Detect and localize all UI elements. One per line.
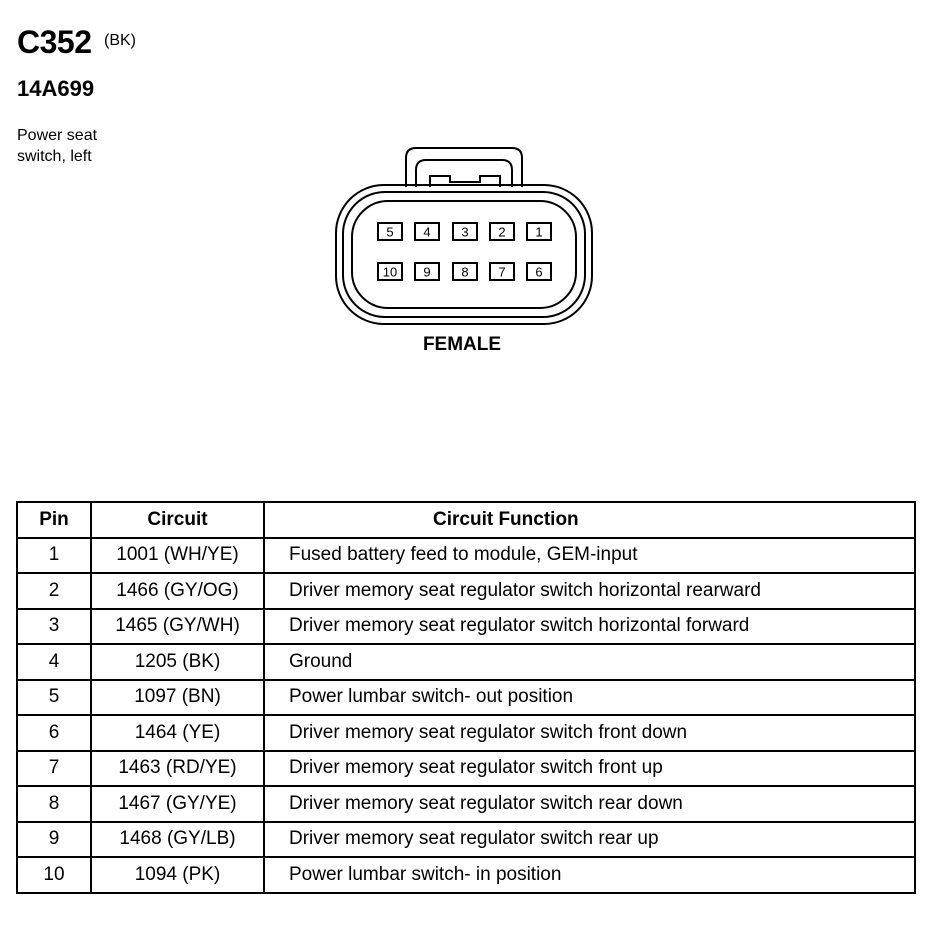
table-row [17, 857, 915, 893]
pin-cell: 4 [17, 644, 91, 680]
pin-cell: 3 [17, 609, 91, 645]
function-cell: Driver memory seat regulator switch horizontal rearward [264, 573, 915, 609]
housing-outer [336, 185, 592, 324]
table-row [17, 822, 915, 858]
pin-number-6: 6 [535, 264, 543, 280]
circuit-cell: 1001 (WH/YE) [91, 538, 264, 574]
function-cell: Driver memory seat regulator switch horizontal forward [264, 609, 915, 645]
function-cell: Power lumbar switch- out position [264, 680, 915, 716]
pin-number-9: 9 [423, 264, 431, 280]
pin-cell: 7 [17, 751, 91, 787]
table-row [17, 786, 915, 822]
circuit-cell: 1205 (BK) [91, 644, 264, 680]
function-cell: Driver memory seat regulator switch front down [264, 715, 915, 751]
circuit-cell: 1094 (PK) [91, 857, 264, 893]
function-cell: Driver memory seat regulator switch front up [264, 751, 915, 787]
circuit-cell: 1464 (YE) [91, 715, 264, 751]
housing-inner [352, 201, 576, 308]
pin-cell: 6 [17, 715, 91, 751]
pin-number-1: 1 [535, 224, 543, 240]
circuit-cell: 1097 (BN) [91, 680, 264, 716]
pin-number-10: 10 [382, 264, 398, 280]
circuit-cell: 1465 (GY/WH) [91, 609, 264, 645]
circuit-cell: 1463 (RD/YE) [91, 751, 264, 787]
pinout-table [16, 501, 916, 894]
pin-cell: 9 [17, 822, 91, 858]
circuit-cell: 1468 (GY/LB) [91, 822, 264, 858]
table-row [17, 751, 915, 787]
pin-cell: 1 [17, 538, 91, 574]
function-cell: Driver memory seat regulator switch rear up [264, 822, 915, 858]
connector-color: (BK) [104, 32, 136, 49]
housing-middle [343, 192, 585, 317]
table-row [17, 538, 915, 574]
circuit-cell: 1467 (GY/YE) [91, 786, 264, 822]
pin-number-7: 7 [498, 264, 506, 280]
part-number: 14A699 [17, 76, 95, 101]
header-circuit: Circuit [91, 502, 264, 538]
connector-face-diagram [0, 0, 932, 370]
pin-number-2: 2 [498, 224, 506, 240]
connector-gender-label: FEMALE [422, 334, 502, 355]
function-cell: Driver memory seat regulator switch rear down [264, 786, 915, 822]
table-header-row [17, 502, 915, 538]
function-cell: Power lumbar switch- in position [264, 857, 915, 893]
table-row [17, 715, 915, 751]
table-row [17, 573, 915, 609]
pin-cell: 8 [17, 786, 91, 822]
table-row [17, 609, 915, 645]
pin-number-8: 8 [461, 264, 469, 280]
pin-cell: 2 [17, 573, 91, 609]
description-line-2: switch, left [17, 148, 92, 165]
function-cell: Ground [264, 644, 915, 680]
header-circuit-function: Circuit Function [264, 502, 915, 538]
pin-number-5: 5 [386, 224, 394, 240]
pin-cell: 10 [17, 857, 91, 893]
table-row [17, 680, 915, 716]
pin-cell: 5 [17, 680, 91, 716]
description-line-1: Power seat [17, 127, 98, 144]
circuit-cell: 1466 (GY/OG) [91, 573, 264, 609]
header-pin: Pin [17, 502, 91, 538]
pin-number-4: 4 [423, 224, 431, 240]
function-cell: Fused battery feed to module, GEM-input [264, 538, 915, 574]
connector-id: C352 [17, 24, 92, 60]
table-row [17, 644, 915, 680]
pin-number-3: 3 [461, 224, 469, 240]
